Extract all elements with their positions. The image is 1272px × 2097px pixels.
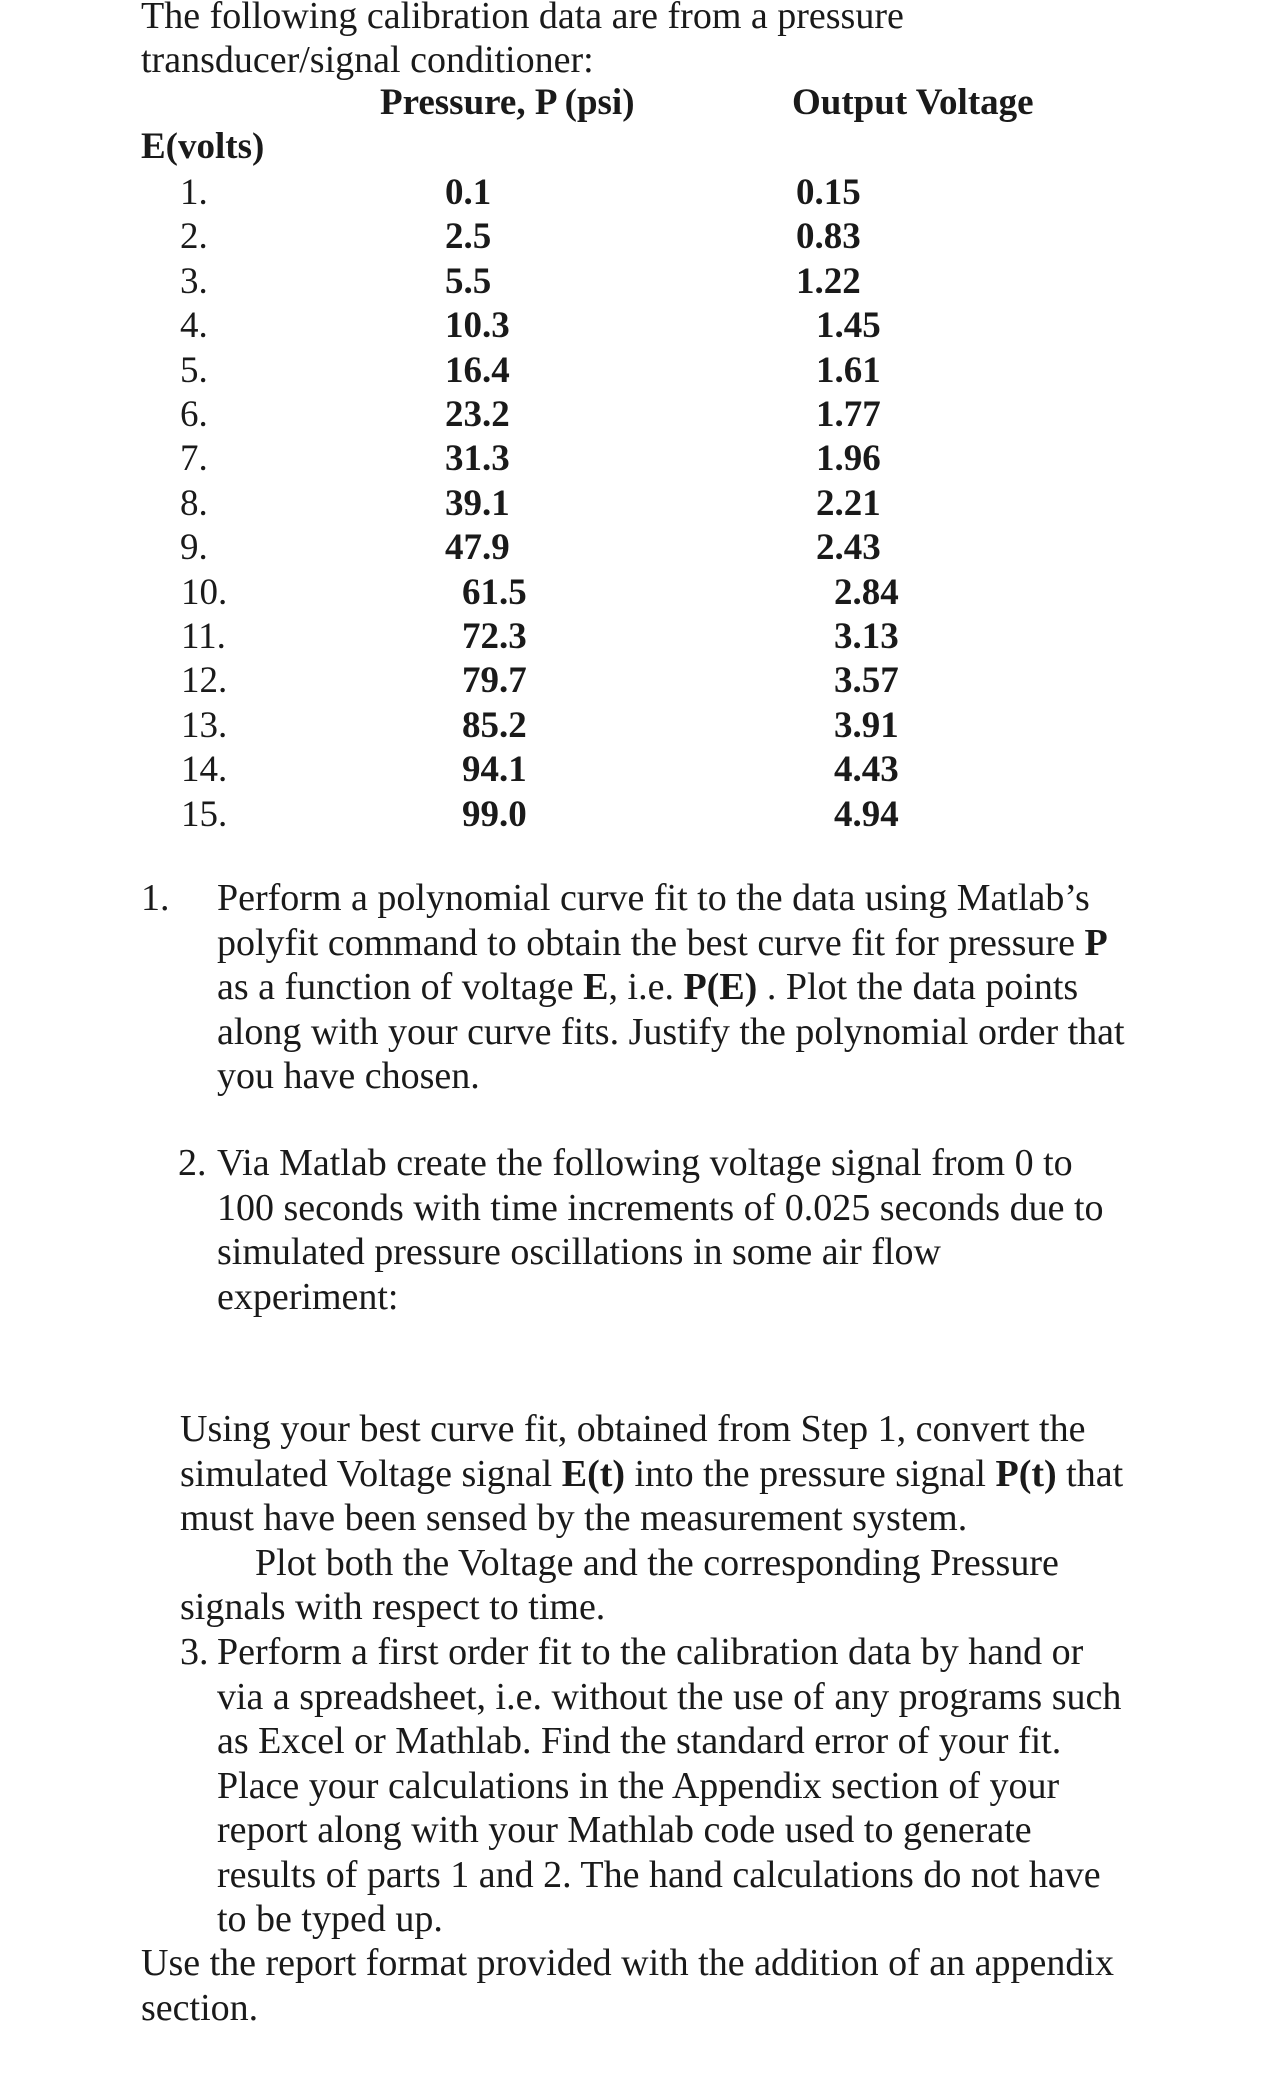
question-3-number: 3. (180, 1631, 209, 1673)
using-line-2-text-a: simulated Voltage signal (180, 1452, 562, 1495)
q3-line-1: Perform a first order fit to the calibration data by hand or (217, 1631, 1084, 1673)
pressure-value: 2.5 (445, 216, 492, 257)
using-line-2-text-b: into the pressure signal (625, 1452, 996, 1495)
q1-line-2 (217, 921, 1240, 966)
q1-line-3-text-a: as a function of voltage (217, 966, 584, 1008)
q1-line-3-text-c: . Plot the data points (757, 966, 1079, 1008)
q1-line-3 (217, 965, 1240, 1010)
voltage-value: 0.15 (796, 172, 861, 213)
row-number: 13. (181, 705, 228, 746)
row-number: 9. (180, 527, 208, 568)
q2-line-4: experiment: (217, 1275, 399, 1318)
row-number: 10. (181, 572, 228, 613)
row-number: 6. (180, 394, 208, 435)
q1-line-4: along with your curve fits. Justify the polynomial order that (217, 1010, 1125, 1053)
pressure-value: 16.4 (445, 350, 510, 391)
q1-line-3-text-b: , i.e. (608, 966, 684, 1008)
question-1 (141, 876, 1240, 1099)
instructions-step-2 (180, 1407, 1260, 1630)
q1-symbol-p: P (1084, 921, 1108, 964)
row-number: 14. (181, 749, 228, 790)
q3-line-2: via a spreadsheet, i.e. without the use of any programs such (217, 1675, 1122, 1718)
question-2 (180, 1141, 1240, 1319)
voltage-value: 0.83 (796, 216, 861, 257)
using-line-5: signals with respect to time. (180, 1586, 606, 1628)
voltage-value: 2.43 (816, 527, 881, 568)
pressure-value: 72.3 (462, 616, 527, 657)
using-line-1: Using your best curve fit, obtained from Step 1, convert the (180, 1408, 1086, 1450)
pressure-value: 85.2 (462, 705, 527, 746)
pressure-value: 39.1 (445, 483, 510, 524)
pressure-value: 99.0 (462, 794, 527, 835)
pressure-value: 10.3 (445, 305, 510, 346)
pressure-value: 23.2 (445, 394, 510, 435)
q1-symbol-pe: P(E) (683, 966, 758, 1008)
header-e-volts: E(volts) (141, 126, 265, 167)
q2-line-1: Via Matlab create the following voltage signal from 0 to (217, 1142, 1073, 1184)
using-line-2 (180, 1452, 1260, 1497)
q3-line-5: report along with your Mathlab code used to generate (217, 1809, 1032, 1851)
row-number: 2. (180, 216, 208, 257)
row-number: 11. (181, 616, 226, 657)
pressure-value: 0.1 (445, 172, 492, 213)
voltage-value: 1.61 (816, 350, 881, 391)
closing-line-1: Use the report format provided with the addition of an appendix (141, 1942, 1114, 1984)
pressure-value: 47.9 (445, 527, 510, 568)
voltage-value: 1.77 (816, 394, 881, 435)
row-number: 1. (180, 172, 208, 213)
closing-line-2: section. (141, 1986, 259, 2029)
q3-line-6: results of parts 1 and 2. The hand calculations do not have (217, 1853, 1101, 1896)
intro-line-1: The following calibration data are from a pressure (141, 0, 904, 37)
question-2-number: 2. (178, 1142, 207, 1184)
header-pressure: Pressure, P (psi) (380, 82, 635, 123)
intro-line-2: transducer/signal conditioner: (141, 39, 594, 81)
voltage-value: 2.21 (816, 483, 881, 524)
voltage-value: 3.13 (834, 616, 899, 657)
using-line-4: Plot both the Voltage and the corresponding Pressure (255, 1541, 1059, 1584)
row-number: 15. (181, 794, 228, 835)
closing-note (141, 1941, 1241, 2030)
q1-symbol-e: E (583, 966, 609, 1008)
question-1-number: 1. (141, 877, 170, 919)
pressure-value: 5.5 (445, 261, 492, 302)
voltage-value: 2.84 (834, 572, 899, 613)
voltage-value: 1.22 (796, 261, 861, 302)
q2-line-2: 100 seconds with time increments of 0.025 seconds due to (217, 1186, 1104, 1229)
row-number: 12. (181, 660, 228, 701)
voltage-value: 3.57 (834, 660, 899, 701)
voltage-value: 1.45 (816, 305, 881, 346)
pressure-value: 94.1 (462, 749, 527, 790)
voltage-value: 4.43 (834, 749, 899, 790)
q3-line-3: as Excel or Mathlab. Find the standard error of your fit. (217, 1720, 1062, 1762)
row-number: 4. (180, 305, 208, 346)
header-voltage: Output Voltage (792, 82, 1034, 123)
row-number: 8. (180, 483, 208, 524)
using-line-2-text-c: that (1056, 1452, 1124, 1495)
row-number: 5. (180, 350, 208, 391)
q2-line-3: simulated pressure oscillations in some air flow (217, 1231, 941, 1273)
q3-line-7: to be typed up. (217, 1898, 443, 1940)
symbol-pt: P(t) (995, 1452, 1057, 1495)
row-number: 3. (180, 261, 208, 302)
using-line-3: must have been sensed by the measurement system. (180, 1497, 968, 1539)
pressure-value: 61.5 (462, 572, 527, 613)
pressure-value: 31.3 (445, 438, 510, 479)
q3-line-4: Place your calculations in the Appendix section of your (217, 1764, 1060, 1807)
voltage-value: 3.91 (834, 705, 899, 746)
pressure-value: 79.7 (462, 660, 527, 701)
question-3 (180, 1630, 1260, 1942)
voltage-value: 1.96 (816, 438, 881, 479)
q1-line-2-text: polyfit command to obtain the best curve fit for pressure (217, 921, 1085, 964)
symbol-et: E(t) (561, 1452, 626, 1495)
q1-line-5: you have chosen. (217, 1055, 480, 1097)
voltage-value: 4.94 (834, 794, 899, 835)
row-number: 7. (180, 438, 208, 479)
q1-line-1: Perform a polynomial curve fit to the data using Matlab’s (217, 877, 1090, 919)
